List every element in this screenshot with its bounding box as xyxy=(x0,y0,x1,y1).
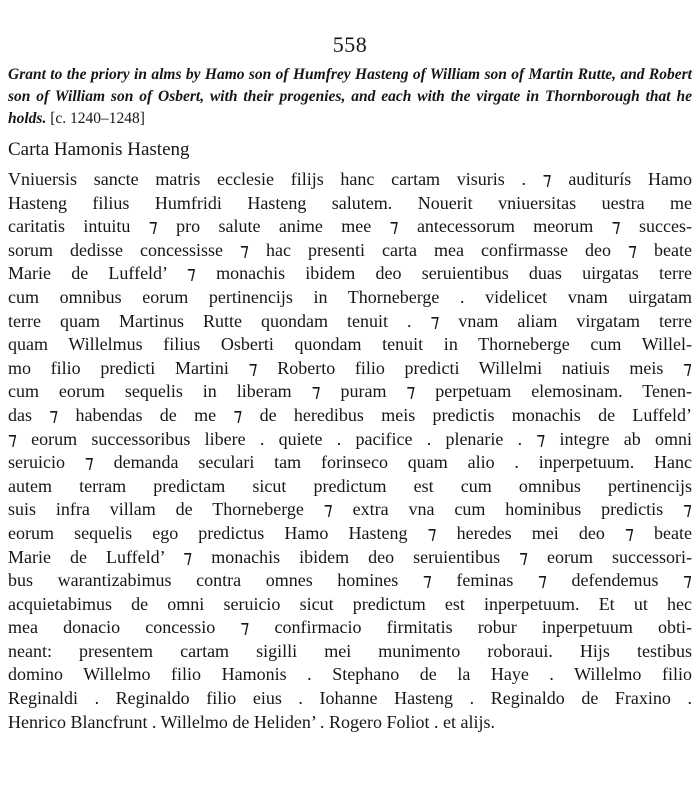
charter-line: quam Willelmus filius Osberti quondam tenuit in Thorneberge cum Willel- xyxy=(8,334,692,355)
charter-line: Vniuersis sancte matris ecclesie filijs hanc cartam visuris . ⁊ auditurís Hamo xyxy=(8,169,692,189)
charter-summary xyxy=(8,64,692,130)
summary-text: Grant to the priory in alms by Hamo son of Humfrey Hasteng of William son of Martin Rutte, and Robert son of William son of Osbert, with their progenies, and each with the virgate in Thornborough that he holds. xyxy=(8,66,692,127)
summary-date: [c. 1240–1248] xyxy=(50,110,145,127)
charter-line: eorum sequelis ego predictus Hamo Hasteng ⁊ heredes mei deo ⁊ beate xyxy=(8,522,692,543)
charter-line: suis infra villam de Thorneberge ⁊ extra vna cum hominibus predictis ⁊ xyxy=(8,499,692,520)
charter-line: das ⁊ habendas de me ⁊ de heredibus meis predictis monachis de Luffeld’ xyxy=(8,404,692,425)
charter-line: mea donacio concessio ⁊ confirmacio firmitatis robur inperpetuum obti- xyxy=(8,617,692,638)
charter-line: mo filio predicti Martini ⁊ Roberto filio predicti Willelmi natiuis meis ⁊ xyxy=(8,357,692,378)
charter-line: seruicio ⁊ demanda seculari tam forinseco quam alio . inperpetuum. Hanc xyxy=(8,452,692,473)
charter-line: bus warantizabimus contra omnes homines ⁊ feminas ⁊ defendemus ⁊ xyxy=(8,570,692,591)
charter-line: Henrico Blancfrunt . Willelmo de Heliden’ . Rogero Foliot . et alijs. xyxy=(8,711,496,732)
charter-line: sorum dedisse concessisse ⁊ hac presenti carta mea confirmasse deo ⁊ beate xyxy=(8,239,692,260)
page-number: 558 xyxy=(332,32,368,57)
charter-line: Hasteng filius Humfridi Hasteng salutem. Nouerit vniuersitas uestra me xyxy=(8,192,692,213)
charter-line: Marie de Luffeld’ ⁊ monachis ibidem deo seruientibus ⁊ eorum successori- xyxy=(8,546,692,567)
charter-line: Marie de Luffeld’ ⁊ monachis ibidem deo seruientibus duas uirgatas terre xyxy=(8,263,692,284)
charter-line: terre quam Martinus Rutte quondam tenuit . ⁊ vnam aliam virgatam terre xyxy=(8,310,692,331)
charter-line: autem terram predictam sicut predictum est cum omnibus pertinencijs xyxy=(8,475,692,496)
charter-text xyxy=(8,168,692,734)
charter-line: cum eorum sequelis in liberam ⁊ puram ⁊ perpetuam elemosinam. Tenen- xyxy=(8,381,692,402)
charter-line: domino Willelmo filio Hamonis . Stephano de la Haye . Willelmo filio xyxy=(8,664,692,685)
charter-line: ⁊ eorum successoribus libere . quiete . pacifice . plenarie . ⁊ integre ab omni xyxy=(8,428,692,449)
charter-line: Reginaldi . Reginaldo filio eius . Iohanne Hasteng . Reginaldo de Fraxino . xyxy=(8,688,692,709)
charter-line: caritatis intuitu ⁊ pro salute anime mee ⁊ antecessorum meorum ⁊ succes- xyxy=(8,216,692,237)
charter-line: neant: presentem cartam sigilli mei munimento roboraui. Hijs testibus xyxy=(8,640,692,661)
charter-title: Carta Hamonis Hasteng xyxy=(8,139,190,160)
charter-line: cum omnibus eorum pertinencijs in Thorneberge . videlicet vnam uirgatam xyxy=(8,286,692,307)
charter-line: acquietabimus de omni seruicio sicut predictum est inperpetuum. Et ut hec xyxy=(8,593,692,614)
